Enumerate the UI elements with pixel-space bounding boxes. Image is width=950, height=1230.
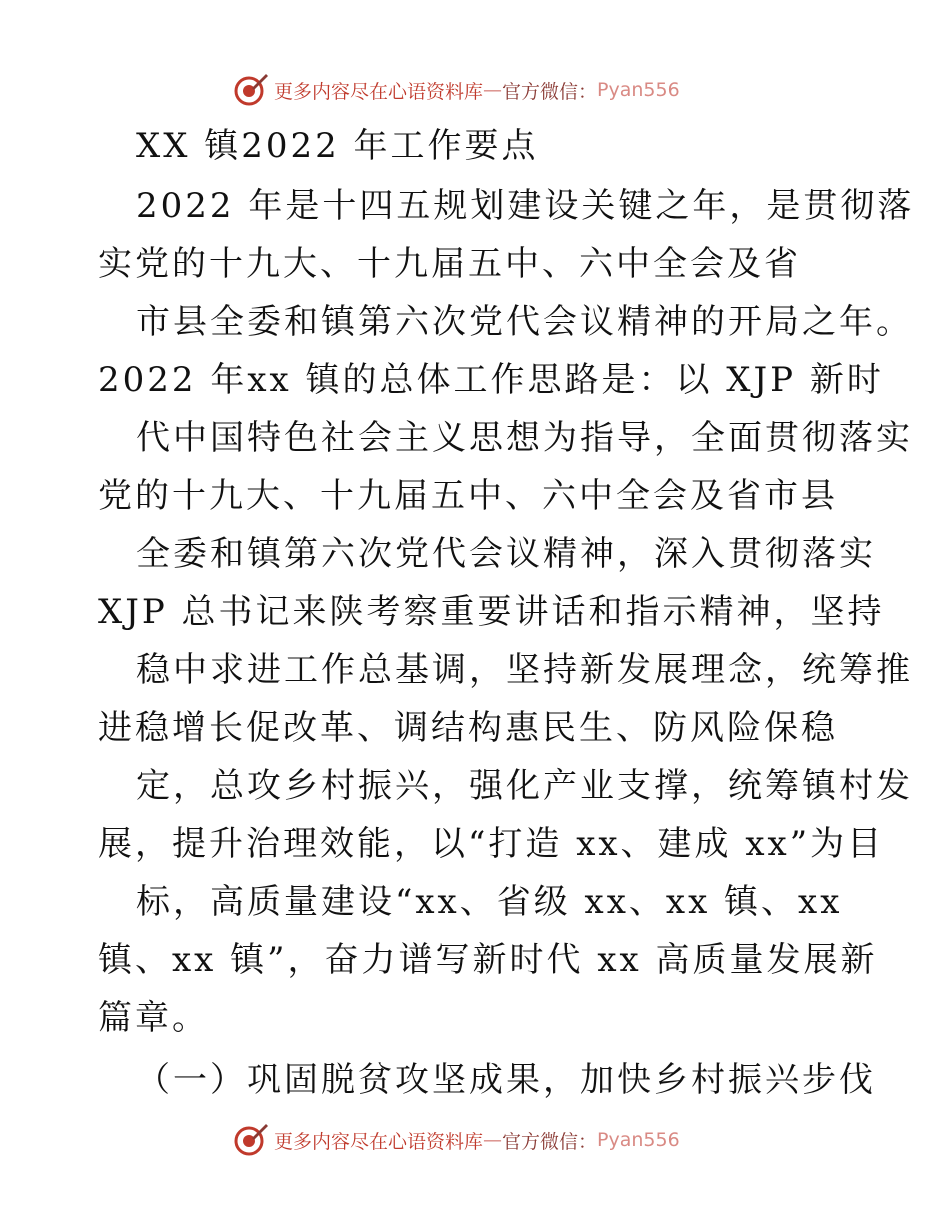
watermark-separator: — bbox=[483, 1129, 503, 1151]
watermark-wechat-label: 官方微信： bbox=[502, 80, 598, 103]
section-heading: （一）巩固脱贫攻坚成果，加快乡村振兴步伐 bbox=[136, 1060, 876, 1100]
paragraph-line: 代中国特色社会主义思想为指导，全面贯彻落实 bbox=[136, 418, 913, 458]
watermark-wechat-id: Pyan556 bbox=[597, 1129, 680, 1151]
paragraph-line: 标，高质量建设“xx、省级 xx、xx 镇、xx bbox=[136, 882, 843, 922]
paragraph-line: 稳中求进工作总基调，坚持新发展理念，统筹推 bbox=[136, 650, 913, 690]
paragraph-line: XJP 总书记来陕考察重要讲话和指示精神，坚持 bbox=[98, 592, 885, 632]
paragraph-line: 进稳增长促改革、调结构惠民生、防风险保稳 bbox=[98, 708, 838, 748]
paragraph-line: 市县全委和镇第六次党代会议精神的开局之年。 bbox=[136, 302, 913, 342]
watermark-brand-text: 更多内容尽在心语资料库 bbox=[274, 1130, 484, 1153]
document-title: XX 镇2022 年工作要点 bbox=[136, 126, 539, 166]
paragraph-line: 定，总攻乡村振兴，强化产业支撑，统筹镇村发 bbox=[136, 766, 913, 806]
paragraph-line: 镇、xx 镇”，奋力谱写新时代 xx 高质量发展新 bbox=[98, 940, 878, 980]
paragraph-line: 2022 年是十四五规划建设关键之年，是贯彻落 bbox=[136, 186, 915, 226]
paragraph-line: 党的十九大、十九届五中、六中全会及省市县 bbox=[98, 476, 838, 516]
paragraph-line: 2022 年xx 镇的总体工作思路是：以 XJP 新时 bbox=[98, 360, 884, 400]
watermark-brand-text: 更多内容尽在心语资料库 bbox=[274, 80, 484, 103]
watermark-separator: — bbox=[483, 79, 503, 101]
paragraph-line: 篇章。 bbox=[98, 998, 209, 1038]
watermark-wechat-id: Pyan556 bbox=[597, 79, 680, 101]
footer-watermark bbox=[232, 1120, 680, 1160]
paragraph-line: 全委和镇第六次党代会议精神，深入贯彻落实 bbox=[136, 534, 876, 574]
watermark-wechat-label: 官方微信： bbox=[502, 1130, 598, 1153]
paragraph-line: 实党的十九大、十九届五中、六中全会及省 bbox=[98, 244, 801, 284]
pen-logo-icon bbox=[232, 1121, 270, 1159]
paragraph-line: 展，提升治理效能，以“打造 xx、建成 xx”为目 bbox=[98, 824, 885, 864]
